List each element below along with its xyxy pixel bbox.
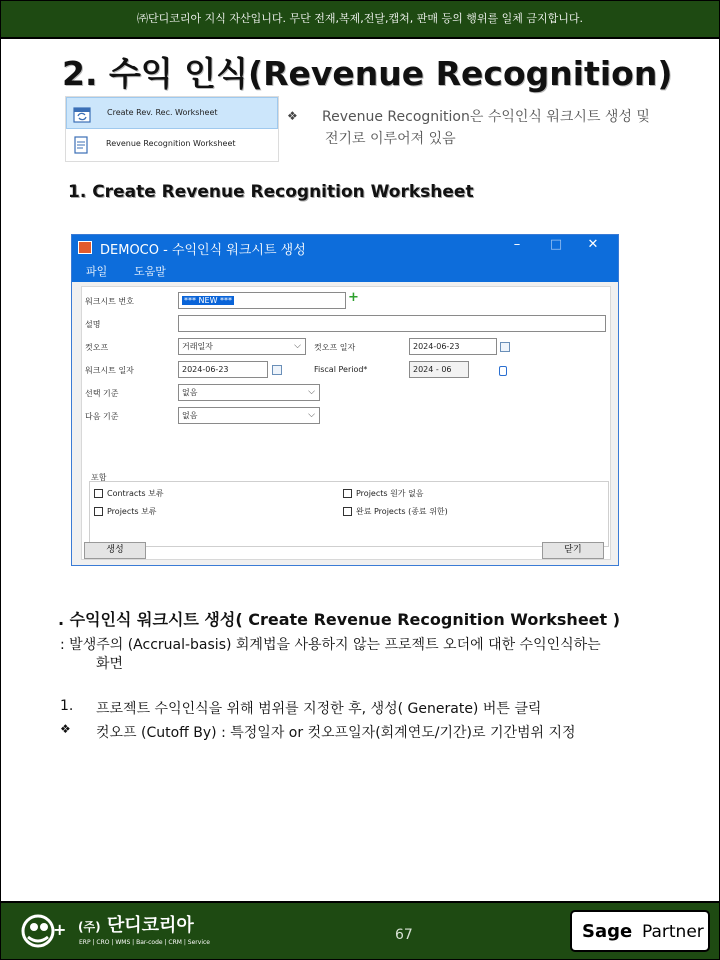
dialog-form [81, 286, 611, 560]
sage-partner-badge [570, 910, 710, 952]
step-number: 1. [60, 698, 74, 714]
close-button[interactable]: 닫기 [542, 542, 604, 559]
menu-item-label: Revenue Recognition Worksheet [106, 139, 236, 148]
projects-no-cost-checkbox[interactable] [343, 489, 352, 498]
generate-button[interactable]: 생성 [84, 542, 146, 559]
fiscal-period-input[interactable]: 2024 - 06 [409, 361, 469, 378]
worksheet-no-value: *** NEW *** [184, 296, 233, 305]
chevron-down-icon: ⌵ [308, 410, 315, 420]
completed-projects-label: 완료 Projects (종료 위한) [356, 507, 448, 516]
then-by-select[interactable]: 없음 ⌵ [178, 407, 320, 424]
contracts-hold-label: Contracts 보류 [107, 489, 164, 498]
completed-projects-checkbox[interactable] [343, 507, 352, 516]
description-input[interactable] [178, 315, 606, 332]
chevron-down-icon: ⌵ [294, 341, 301, 351]
document-icon [72, 136, 90, 154]
worksheet-date-input[interactable]: 2024-06-23 [178, 361, 268, 378]
select-by-label: 선택 기준 [85, 389, 119, 398]
calendar-icon[interactable] [272, 365, 282, 375]
fiscal-period-label: Fiscal Period* [314, 365, 368, 374]
projects-hold-checkbox[interactable] [94, 507, 103, 516]
sage-brand: Sage [582, 921, 633, 942]
diamond-bullet-icon: ❖ [287, 109, 298, 123]
menu-excerpt [65, 96, 279, 162]
chevron-down-icon: ⌵ [308, 387, 315, 397]
menu-item-label: Create Rev. Rec. Worksheet [107, 108, 218, 117]
create-worksheet-dialog [71, 234, 619, 566]
include-group [89, 481, 609, 547]
menu-item-rev-rec-worksheet[interactable] [66, 129, 278, 161]
description-label: 설명 [85, 320, 101, 329]
copyright-notice: ㈜단디코리아 지식 자산입니다. 무단 전재,복제,전달,캡쳐, 판매 등의 행위를 일체 금지합니다. [137, 12, 583, 25]
close-icon[interactable]: ✕ [587, 237, 599, 252]
step-text: 프로젝트 수익인식을 위해 범위를 지정한 후, 생성( Generate) 버튼 클릭 [96, 701, 542, 717]
projects-hold-label: Projects 보류 [107, 507, 157, 516]
dialog-menu-bar [72, 258, 618, 282]
cutoff-label: 컷오프 [85, 343, 109, 352]
dialog-title: DEMOCO - 수익인식 워크시트 생성 [100, 243, 306, 258]
cutoff-date-input[interactable]: 2024-06-23 [409, 338, 497, 355]
calendar-refresh-icon [73, 105, 91, 123]
top-banner [1, 1, 719, 37]
company-tagline: ERP | CRO | WMS | Bar-code | CRM | Service [79, 939, 210, 946]
menu-file[interactable]: 파일 [86, 265, 108, 278]
minimize-icon[interactable]: – [513, 237, 521, 252]
intro-line-2: 전기로 이루어져 있음 [325, 131, 456, 147]
menu-help[interactable]: 도움말 [134, 265, 166, 278]
select-by-select[interactable]: 없음 ⌵ [178, 384, 320, 401]
note-text: 컷오프 (Cutoff By) : 특정일자 or 컷오프일자(회계연도/기간)로 기간범위 지정 [96, 725, 576, 741]
add-icon[interactable]: + [348, 290, 359, 305]
diamond-bullet-icon: ❖ [60, 722, 71, 736]
cutoff-select[interactable]: 거래일자 ⌵ [178, 338, 306, 355]
page-title: 2. 수익 인식(Revenue Recognition) [62, 54, 673, 93]
calendar-icon[interactable] [500, 342, 510, 352]
body-heading: . 수익인식 워크시트 생성( Create Revenue Recognition Worksheet ) [58, 610, 621, 629]
svg-text:+: + [53, 920, 67, 939]
then-by-label: 다음 기준 [85, 412, 119, 421]
body-desc-line-1: : 발생주의 (Accrual-basis) 회계법을 사용하지 않는 프로젝트 오더에 대한 수익인식하는 [60, 637, 601, 653]
body-desc-line-2: 화면 [96, 656, 124, 672]
include-label: 포함 [91, 473, 107, 482]
page-number: 67 [395, 927, 413, 943]
dialog-title-bar [72, 235, 618, 258]
worksheet-no-label: 워크시트 번호 [85, 297, 134, 306]
company-name: (주) 단디코리아 [78, 915, 194, 936]
worksheet-no-input[interactable] [178, 292, 346, 309]
contracts-hold-checkbox[interactable] [94, 489, 103, 498]
partner-label: Partner [642, 922, 704, 942]
company-logo-icon [20, 907, 70, 953]
intro-line-1: Revenue Recognition은 수익인식 워크시트 생성 및 [322, 109, 650, 125]
projects-no-cost-label: Projects 원가 없음 [356, 489, 424, 498]
finder-icon[interactable] [499, 366, 507, 376]
menu-item-create-rev-rec[interactable] [66, 97, 278, 129]
worksheet-date-label: 워크시트 일자 [85, 366, 134, 375]
app-icon [78, 241, 92, 254]
maximize-icon[interactable]: □ [549, 237, 563, 252]
cutoff-date-label: 컷오프 일자 [314, 343, 356, 352]
section-title: 1. Create Revenue Recognition Worksheet [68, 182, 474, 202]
top-divider [1, 37, 719, 39]
